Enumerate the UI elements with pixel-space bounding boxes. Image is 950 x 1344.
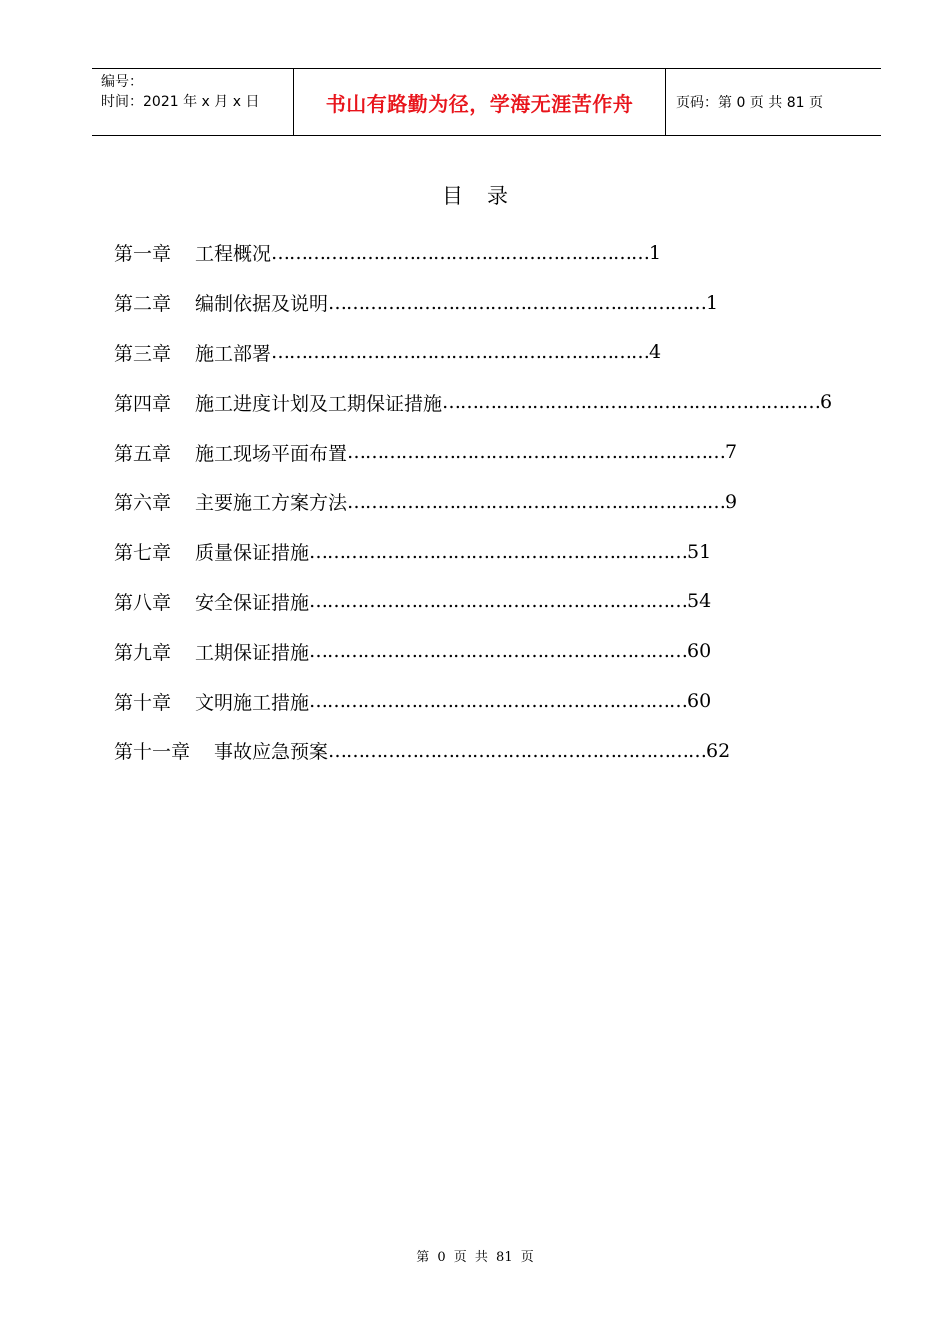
toc-chapter: 第一章 [114,243,172,266]
toc-chapter: 第九章 [114,641,172,664]
toc-item-5[interactable] [114,427,774,477]
toc-item-10[interactable] [114,676,774,726]
toc-item-11[interactable] [114,726,774,776]
toc-title-text: 事故应急预案 [214,741,329,764]
toc-dots: ……………………………………………………… [328,291,707,314]
page-header [92,68,881,136]
toc-dots: ……………………………………………………… [442,391,821,414]
time-label: 时间：2021 年 x 月 x 日 [101,94,260,110]
toc-dots: ……………………………………………………… [309,540,688,563]
toc-dots: ……………………………………………………… [271,241,650,264]
toc-title-text: 质量保证措施 [195,542,310,565]
toc-title-text: 文明施工措施 [195,691,310,714]
toc-title-text: 施工进度计划及工期保证措施 [195,392,443,415]
toc-page: 1 [706,291,719,314]
header-meta [92,69,293,135]
toc-item-3[interactable] [114,328,774,378]
toc-dots: ……………………………………………………… [328,739,707,762]
toc-item-6[interactable] [114,477,774,527]
toc-page: 7 [725,441,738,464]
toc-page: 60 [687,690,712,713]
toc-page: 9 [725,490,738,513]
toc-page: 6 [820,391,833,414]
toc-chapter: 第四章 [114,392,172,415]
serial-label: 编号： [101,74,143,90]
header-motto: 书山有路勤为径，学海无涯苦作舟 [325,91,634,116]
toc-page: 62 [706,739,731,762]
header-page-info: 页码：第 0 页 共 81 页 [676,95,823,111]
toc-chapter: 第七章 [114,542,172,565]
toc-chapter: 第六章 [114,492,172,515]
toc-item-2[interactable] [114,278,774,328]
toc-item-1[interactable] [114,228,774,278]
toc-page: 4 [649,341,662,364]
header-motto-cell [293,69,666,135]
toc-item-7[interactable] [114,527,774,577]
toc-title-text: 主要施工方案方法 [195,492,348,515]
toc-dots: ……………………………………………………… [347,490,726,513]
toc-chapter: 第八章 [114,591,172,614]
toc-dots: ……………………………………………………… [347,441,726,464]
toc-page: 51 [687,540,712,563]
toc-title-text: 编制依据及说明 [195,293,329,316]
toc-item-9[interactable] [114,626,774,676]
toc-chapter: 第十章 [114,691,172,714]
toc-title-text: 施工现场平面布置 [195,442,348,465]
toc-page: 54 [687,590,712,613]
toc-item-8[interactable] [114,577,774,627]
toc-chapter: 第十一章 [114,741,191,764]
toc-chapter: 第三章 [114,342,172,365]
header-page-info-cell [666,69,881,135]
toc-title-text: 安全保证措施 [195,591,310,614]
toc-chapter: 第二章 [114,293,172,316]
toc-title: 目录 [442,184,532,208]
toc-dots: ……………………………………………………… [309,590,688,613]
toc-item-4[interactable] [114,377,833,427]
toc-title-text: 工期保证措施 [195,641,310,664]
toc-dots: ……………………………………………………… [309,640,688,663]
toc-page: 1 [649,241,662,264]
toc-title-text: 施工部署 [195,342,272,365]
toc-dots: ……………………………………………………… [309,690,688,713]
toc-page: 60 [687,640,712,663]
toc-dots: ……………………………………………………… [271,341,650,364]
toc-list [114,228,833,776]
toc-chapter: 第五章 [114,442,172,465]
page-footer: 第 0 页 共 81 页 [416,1250,534,1265]
toc-title-text: 工程概况 [195,243,272,266]
